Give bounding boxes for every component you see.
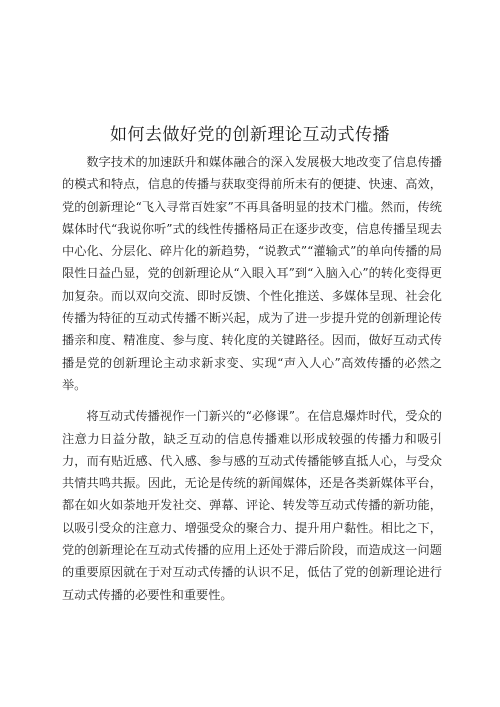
document-body [62,151,442,606]
paragraph-2: 将互动式传播视作一门新兴的“必修课”。在信息爆炸时代，受众的注意力日益分散，缺乏互动的信息传播难以形成较强的传播力和吸引力，而有贴近感、代入感、参与感的互动式传播能够直抵人心，与受众共情共鸣共振。因此，无论是传统的新闻媒体，还是各类新媒体平台，都在如火如荼地开发社交、弹幕、评论、转发等互动式传播的新功能，以吸引受众的注意力、增强受众的聚合力、提升用户黏性。相比之下，党的创新理论在互动式传播的应用上还处于滞后阶段，而造成这一问题的重要原因就在于对互动式传播的认识不足，低估了党的创新理论进行互动式传播的必要性和重要性。 [62,409,442,602]
document-title: 如何去做好党的创新理论互动式传播 [110,125,390,145]
paragraph-1: 数字技术的加速跃升和媒体融合的深入发展极大地改变了信息传播的模式和特点，信息的传播与获取变得前所未有的便捷、快速、高效，党的创新理论“飞入寻常百姓家”不再具备明显的技术门槛。然而，传统媒体时代“我说你听”式的线性传播格局正在逐步改变，信息传播呈现去中心化、分层化、碎片化的新趋势，“说教式”“灌输式”的单向传播的局限性日益凸显，党的创新理论从“入眼入耳”到“入脑入心”的转化变得更加复杂。而以双向交流、即时反馈、个性化推送、多媒体呈现、社会化传播为特征的互动式传播不断兴起，成为了进一步提升党的创新理论传播亲和度、精准度、参与度、转化度的关键路径。因而，做好互动式传播是党的创新理论主动求新求变、实现“声入人心”高效传播的必然之举。 [62,155,442,392]
